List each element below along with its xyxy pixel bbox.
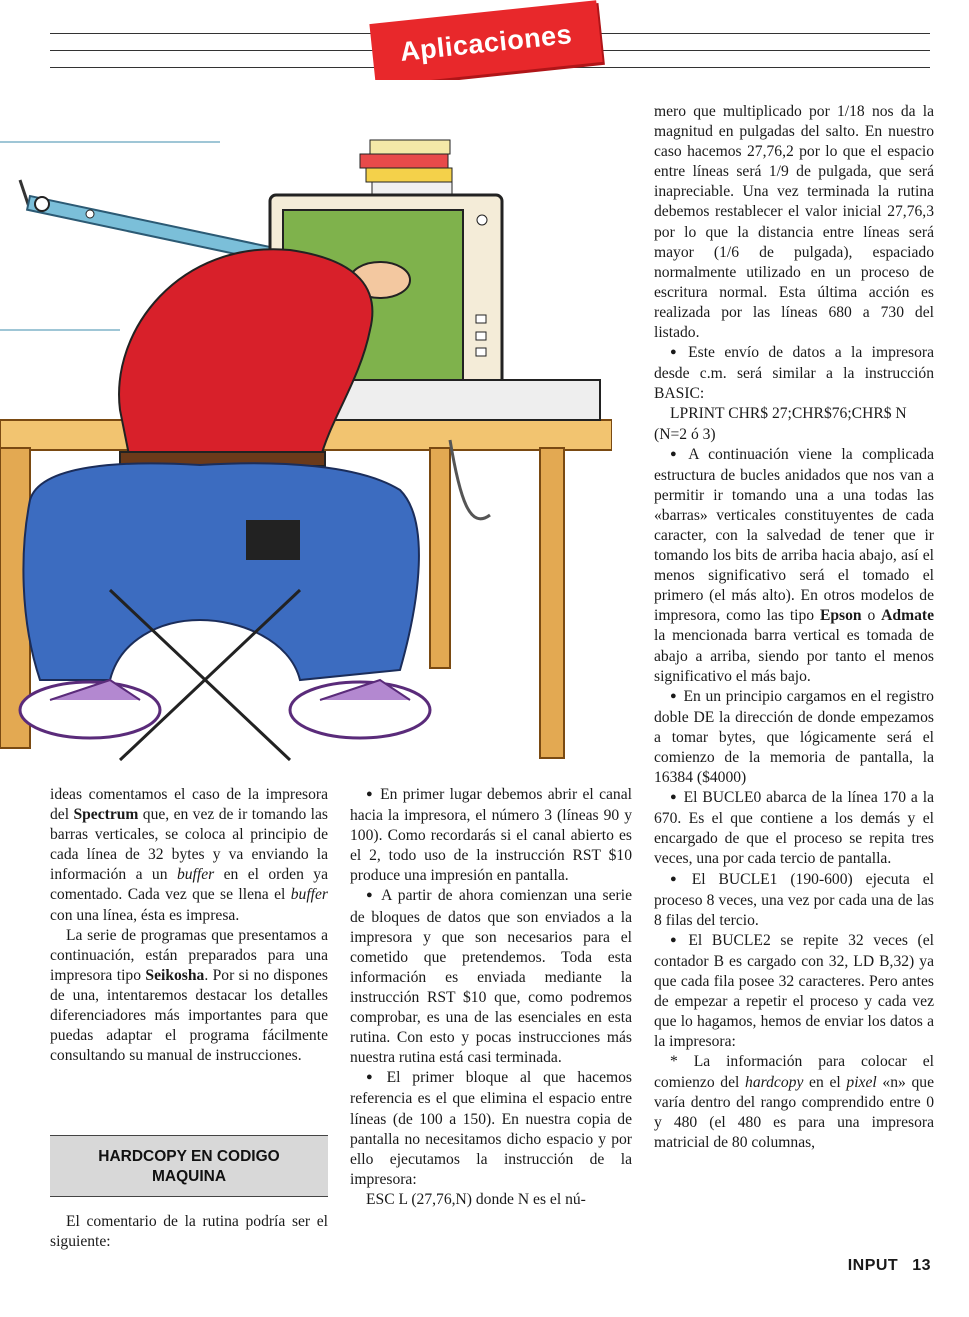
cassette-stack — [360, 140, 452, 196]
text-run: mero que multiplicado por 1/18 nos da la magnitud en pulgadas del salto. En nuestro caso hacemos 27,76,2 por lo que el espacio entre líneas será 1/9 de pulgada, que será inapreciable. Una vez terminada la rutina debemos restablecer el valor inicial 27,76,3 por lo que la distancia entre líneas será mayor (1/6 de pulgada), espaciado normalmente utilizado en un proceso de escritura normal. Esta última acción es realizada por las líneas 680 a 730 del listado. — [654, 103, 934, 342]
paragraph — [350, 785, 632, 886]
text-run: Epson — [819, 607, 862, 625]
text-run: buffer — [176, 866, 215, 884]
text-run: la mencionada barra vertical es tomada de abajo a arriba, siendo por tanto el menos significativo el más bajo. — [654, 627, 934, 685]
middle-column — [350, 785, 632, 1210]
magazine-name: INPUT — [847, 1257, 899, 1274]
text-run: buffer — [290, 886, 328, 904]
paragraph — [50, 1212, 328, 1252]
text-run: o — [861, 607, 882, 625]
illustration-boy-at-computer — [0, 80, 612, 770]
paragraph — [50, 785, 328, 926]
text-run: A continuación viene la complicada estructura de bucles anidados que nos van a permitir ir tomando una a una todas las «barras» verticales constituyentes de cada caracter, con la salvedad de tener que ir tomando los bits de arriba hacia abajo, así el menos significativo será el tomado el primero (el más alto). En otros modelos de impresora, como las tipo — [654, 445, 934, 625]
text-run: Spectrum — [73, 806, 139, 824]
text-run: ESC L (27,76,N) donde N es el nú- — [366, 1190, 586, 1208]
text-run: «n» que varía dentro del rango comprendido entre 0 y 480 (el 480 es para una impresora matricial de 80 columnas, — [654, 1073, 934, 1151]
text-run: pixel — [846, 1073, 877, 1091]
text-run: El comentario de la rutina podría ser el siguiente: — [50, 1213, 328, 1251]
box-heading-line-1: HARDCOPY EN CODIGO — [98, 1148, 280, 1165]
paragraph — [50, 926, 328, 1067]
text-run: A partir de ahora comienzan una serie de bloques de datos que son enviados a la impresora y que son necesarios para el cometido que pretendemos. Toda esta información es enviada mediante la instrucción RST $10 que, como podremos comprobar, es una de las esenciales en esta rutina. Con esto y pocas instrucciones más nuestra rutina está casi terminada. — [350, 887, 632, 1067]
page-number: 13 — [912, 1257, 931, 1274]
text-run: El BUCLE2 se repite 32 veces (el contador B es cargado con 32, LD B,32) ya que cada fila posee 32 caracteres. Pero antes de empezar a repetir el proceso y cada vez que lo hagamos, hemos de enviar los datos a la impresora: — [654, 931, 934, 1051]
text-run: ideas comentamos el caso de la impresora del — [50, 786, 328, 824]
section-label: Aplicaciones — [398, 19, 574, 67]
left-column — [50, 785, 328, 1066]
box-heading-line-2: MAQUINA — [151, 1168, 227, 1185]
paragraph — [654, 102, 934, 343]
text-run: En primer lugar debemos abrir el canal hacia la impresora, el número 3 (líneas 90 y 100). Como recordarás si el canal abierto es el 2, todo uso de la instrucción RST $10 produce una impresión en pantalla. — [350, 786, 632, 885]
paragraph — [350, 886, 632, 1068]
box-heading — [50, 1135, 328, 1197]
paragraph — [654, 687, 934, 788]
text-run: en el orden ya comentado. Cada vez que se llena el — [50, 866, 328, 904]
paragraph — [654, 931, 934, 1053]
text-run: Este envío de datos a la impresora desde c.m. será similar a la instrucción BASIC: — [654, 344, 934, 403]
text-run: hardcopy — [745, 1073, 804, 1091]
page-footer — [848, 1257, 931, 1275]
text-run: . Por si no dispones de una, intentaremos destacar los detalles diferenciadores más importantes para que puedas adaptar el programa fácilmente consultando su manual de instrucciones. — [50, 966, 328, 1065]
paragraph — [654, 870, 934, 931]
paragraph — [654, 343, 934, 404]
left-column-after-box — [50, 1212, 328, 1252]
text-run: * La información para colocar el comienzo del — [654, 1053, 934, 1091]
keyboard — [320, 380, 600, 420]
right-column — [654, 102, 934, 1153]
code-line — [350, 1190, 632, 1210]
paragraph — [654, 788, 934, 869]
text-run: Seikosha — [145, 966, 205, 984]
paragraph — [350, 1068, 632, 1190]
text-run: Admate — [881, 607, 934, 625]
text-run: La serie de programas que presentamos a continuación, están preparados para una impresora tipo — [50, 926, 328, 984]
text-run: LPRINT CHR$ 27;CHR$76;CHR$ N (N=2 ó 3) — [654, 405, 907, 443]
section-badge — [369, 0, 602, 85]
text-run: En un principio cargamos en el registro doble DE la dirección de donde empezamos a tomar bytes, que lógicamente será el comienzo de la memoria de pantalla, la 16384 ($4000) — [654, 687, 934, 787]
text-run: El primer bloque al que hacemos referencia es el que elimina el espacio entre líneas (de 100 a 150). En nuestra copia de pantalla no necesitamos dicho espacio y por ello ejecutamos la instrucción de la impresora: — [350, 1069, 632, 1188]
text-run: en el — [803, 1073, 847, 1091]
code-line — [654, 404, 934, 444]
text-run: que, en vez de ir tomando las barras verticales, se coloca al principio de cada línea de 32 bytes y va enviando la información a un — [50, 806, 328, 884]
text-run: con una línea, ésta es impresa. — [50, 906, 240, 924]
paragraph — [654, 445, 934, 687]
text-run: El BUCLE1 (190-600) ejecuta el proceso 8 veces, una vez por cada una de las 8 filas del tercio. — [654, 870, 935, 929]
text-run: El BUCLE0 abarca de la línea 170 a la 670. Es el que contiene a los demás y el encargado de que el proceso se repita tres veces, una por cada tercio de pantalla. — [654, 789, 934, 868]
paragraph — [654, 1052, 934, 1152]
